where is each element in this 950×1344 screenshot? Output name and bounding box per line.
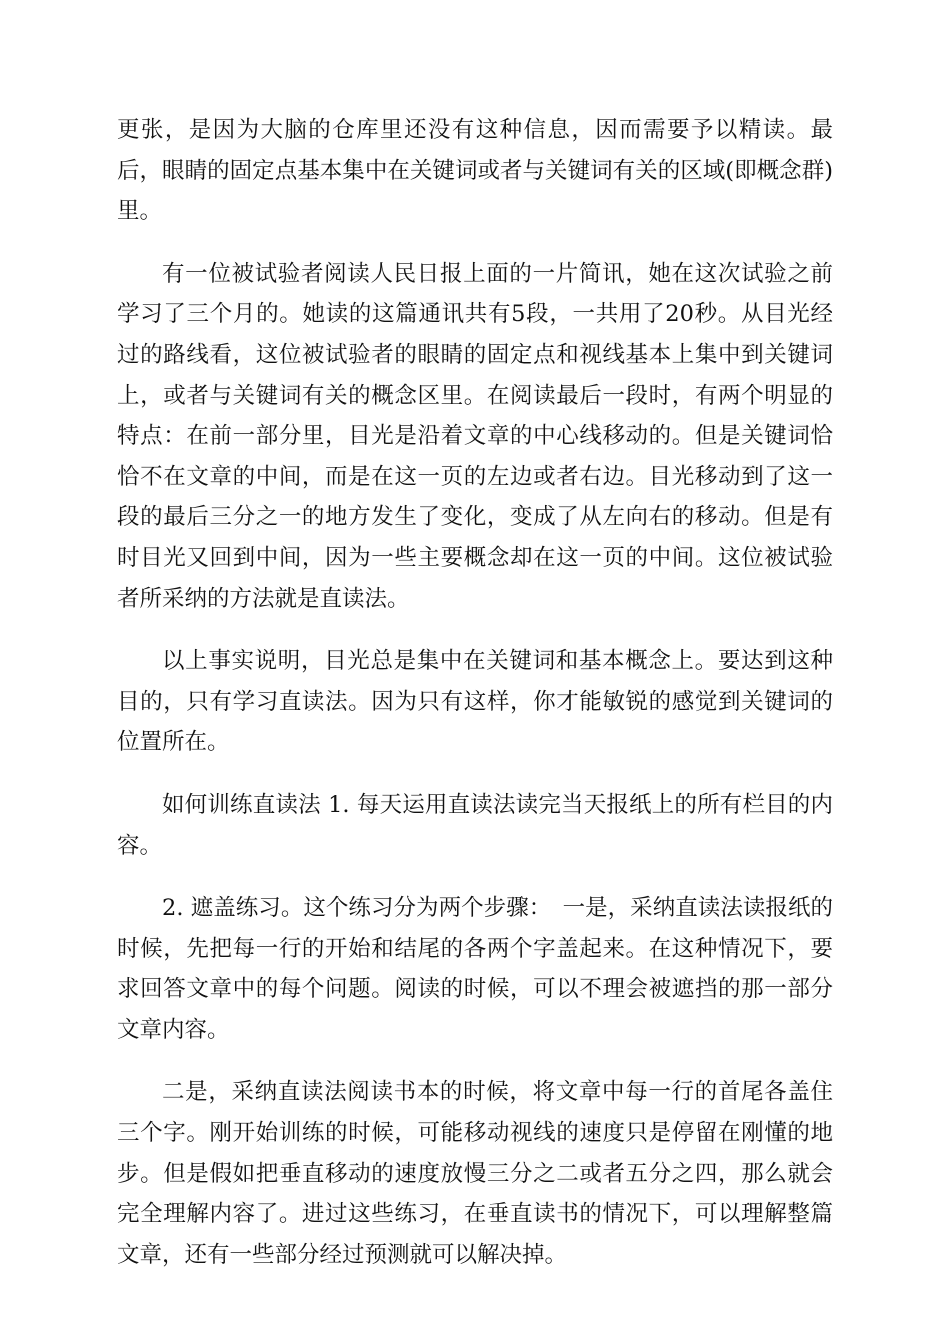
paragraph-training-step-2: 2. 遮盖练习。这个练习分为两个步骤： 一是，采纳直读法读报纸的时候，先把每一行的开始和结尾的各两个字盖起来。在这种情况下，要求回答文章中的每个问题。阅读的时候，可以不理会被遮挡的那一部分文章内容。 <box>117 895 833 1043</box>
document-body <box>117 110 833 1275</box>
paragraph-continuation: 更张，是因为大脑的仓库里还没有这种信息，因而需要予以精读。最后，眼睛的固定点基本集中在关键词或者与关键词有关的区域(即概念群)里。 <box>117 117 833 225</box>
paragraph-experiment: 有一位被试验者阅读人民日报上面的一片简讯，她在这次试验之前学习了三个月的。她读的这篇通讯共有5段，一共用了20秒。从目光经过的路线看，这位被试验者的眼睛的固定点和视线基本上集中到关键词上，或者与关键词有关的概念区里。在阅读最后一段时，有两个明显的特点：在前一部分里，目光是沿着文章的中心线移动的。但是关键词恰恰不在文章的中间，而是在这一页的左边或者右边。目光移动到了这一段的最后三分之一的地方发生了变化，变成了从左向右的移动。但是有时目光又回到中间，因为一些主要概念却在这一页的中间。这位被试验者所采纳的方法就是直读法。 <box>117 260 833 612</box>
paragraph-training-step-1: 如何训练直读法 1. 每天运用直读法读完当天报纸上的所有栏目的内容。 <box>117 791 833 859</box>
paragraph-conclusion: 以上事实说明，目光总是集中在关键词和基本概念上。要达到这种目的，只有学习直读法。因为只有这样，你才能敏锐的感觉到关键词的位置所在。 <box>117 648 833 756</box>
paragraph-training-step-2b: 二是，采纳直读法阅读书本的时候，将文章中每一行的首尾各盖住三个字。刚开始训练的时候，可能移动视线的速度只是停留在刚懂的地步。但是假如把垂直移动的速度放慢三分之二或者五分之四，那么就会完全理解内容了。进过这些练习，在垂直读书的情况下，可以理解整篇文章，还有一些部分经过预测就可以解决掉。 <box>117 1079 833 1268</box>
